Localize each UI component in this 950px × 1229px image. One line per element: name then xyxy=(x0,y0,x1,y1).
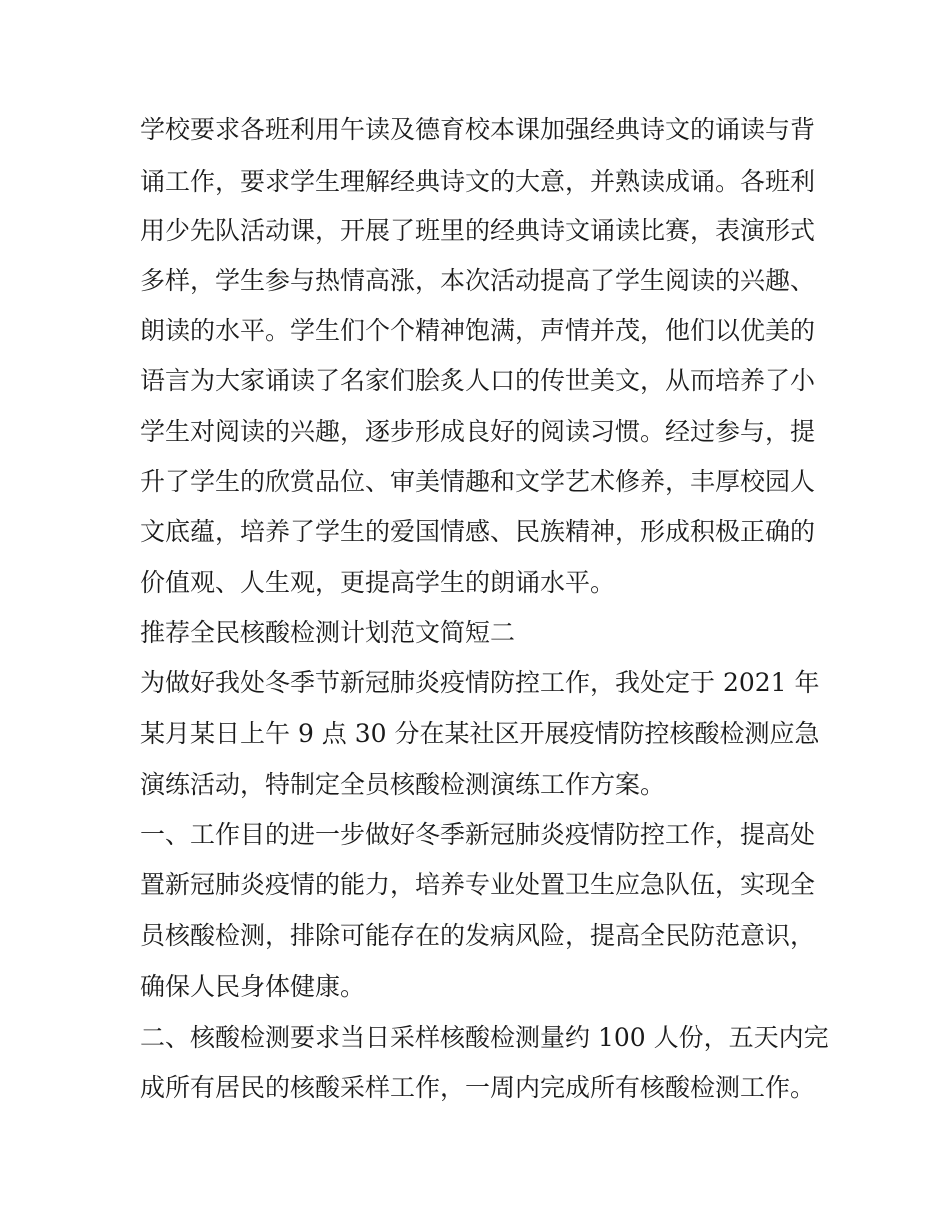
paragraph-line: 成所有居民的核酸采样工作，一周内完成所有核酸检测工作。 xyxy=(140,1073,816,1102)
paragraph-line: 文底蕴，培养了学生的爱国情感、民族精神，形成积极正确的 xyxy=(140,517,816,546)
paragraph-line: 朗读的水平。学生们个个精神饱满，声情并茂，他们以优美的 xyxy=(140,316,816,345)
paragraph-line: 置新冠肺炎疫情的能力，培养专业处置卫生应急队伍，实现全 xyxy=(140,870,816,899)
paragraph-line: 语言为大家诵读了名家们脍炙人口的传世美文，从而培养了小 xyxy=(140,366,816,395)
section-heading: 推荐全民核酸检测计划范文简短二 xyxy=(140,618,516,647)
paragraph-line: 学校要求各班利用午读及德育校本课加强经典诗文的诵读与背 xyxy=(140,115,816,144)
paragraph-line: 一、工作目的进一步做好冬季新冠肺炎疫情防控工作，提高处 xyxy=(140,820,816,849)
paragraph-line: 二、核酸检测要求当日采样核酸检测量约 100 人份，五天内完 xyxy=(140,1023,829,1052)
paragraph-line: 升了学生的欣赏品位、审美情趣和文学艺术修养，丰厚校园人 xyxy=(140,467,816,496)
paragraph-line: 演练活动，特制定全员核酸检测演练工作方案。 xyxy=(140,770,666,799)
paragraph-line: 某月某日上午 9 点 30 分在某社区开展疫情防控核酸检测应急 xyxy=(140,719,820,748)
paragraph-line: 学生对阅读的兴趣，逐步形成良好的阅读习惯。经过参与，提 xyxy=(140,417,816,446)
paragraph-line: 为做好我处冬季节新冠肺炎疫情防控工作，我处定于 2021 年 xyxy=(140,668,820,697)
paragraph-line: 确保人民身体健康。 xyxy=(140,972,366,1001)
paragraph-line: 用少先队活动课，开展了班里的经典诗文诵读比赛，表演形式 xyxy=(140,216,816,245)
paragraph-line: 多样，学生参与热情高涨，本次活动提高了学生阅读的兴趣、 xyxy=(140,266,816,295)
paragraph-line: 诵工作，要求学生理解经典诗文的大意，并熟读成诵。各班利 xyxy=(140,167,816,196)
paragraph-line: 价值观、人生观，更提高学生的朗诵水平。 xyxy=(140,568,616,597)
paragraph-line: 员核酸检测，排除可能存在的发病风险，提高全民防范意识， xyxy=(140,921,816,950)
